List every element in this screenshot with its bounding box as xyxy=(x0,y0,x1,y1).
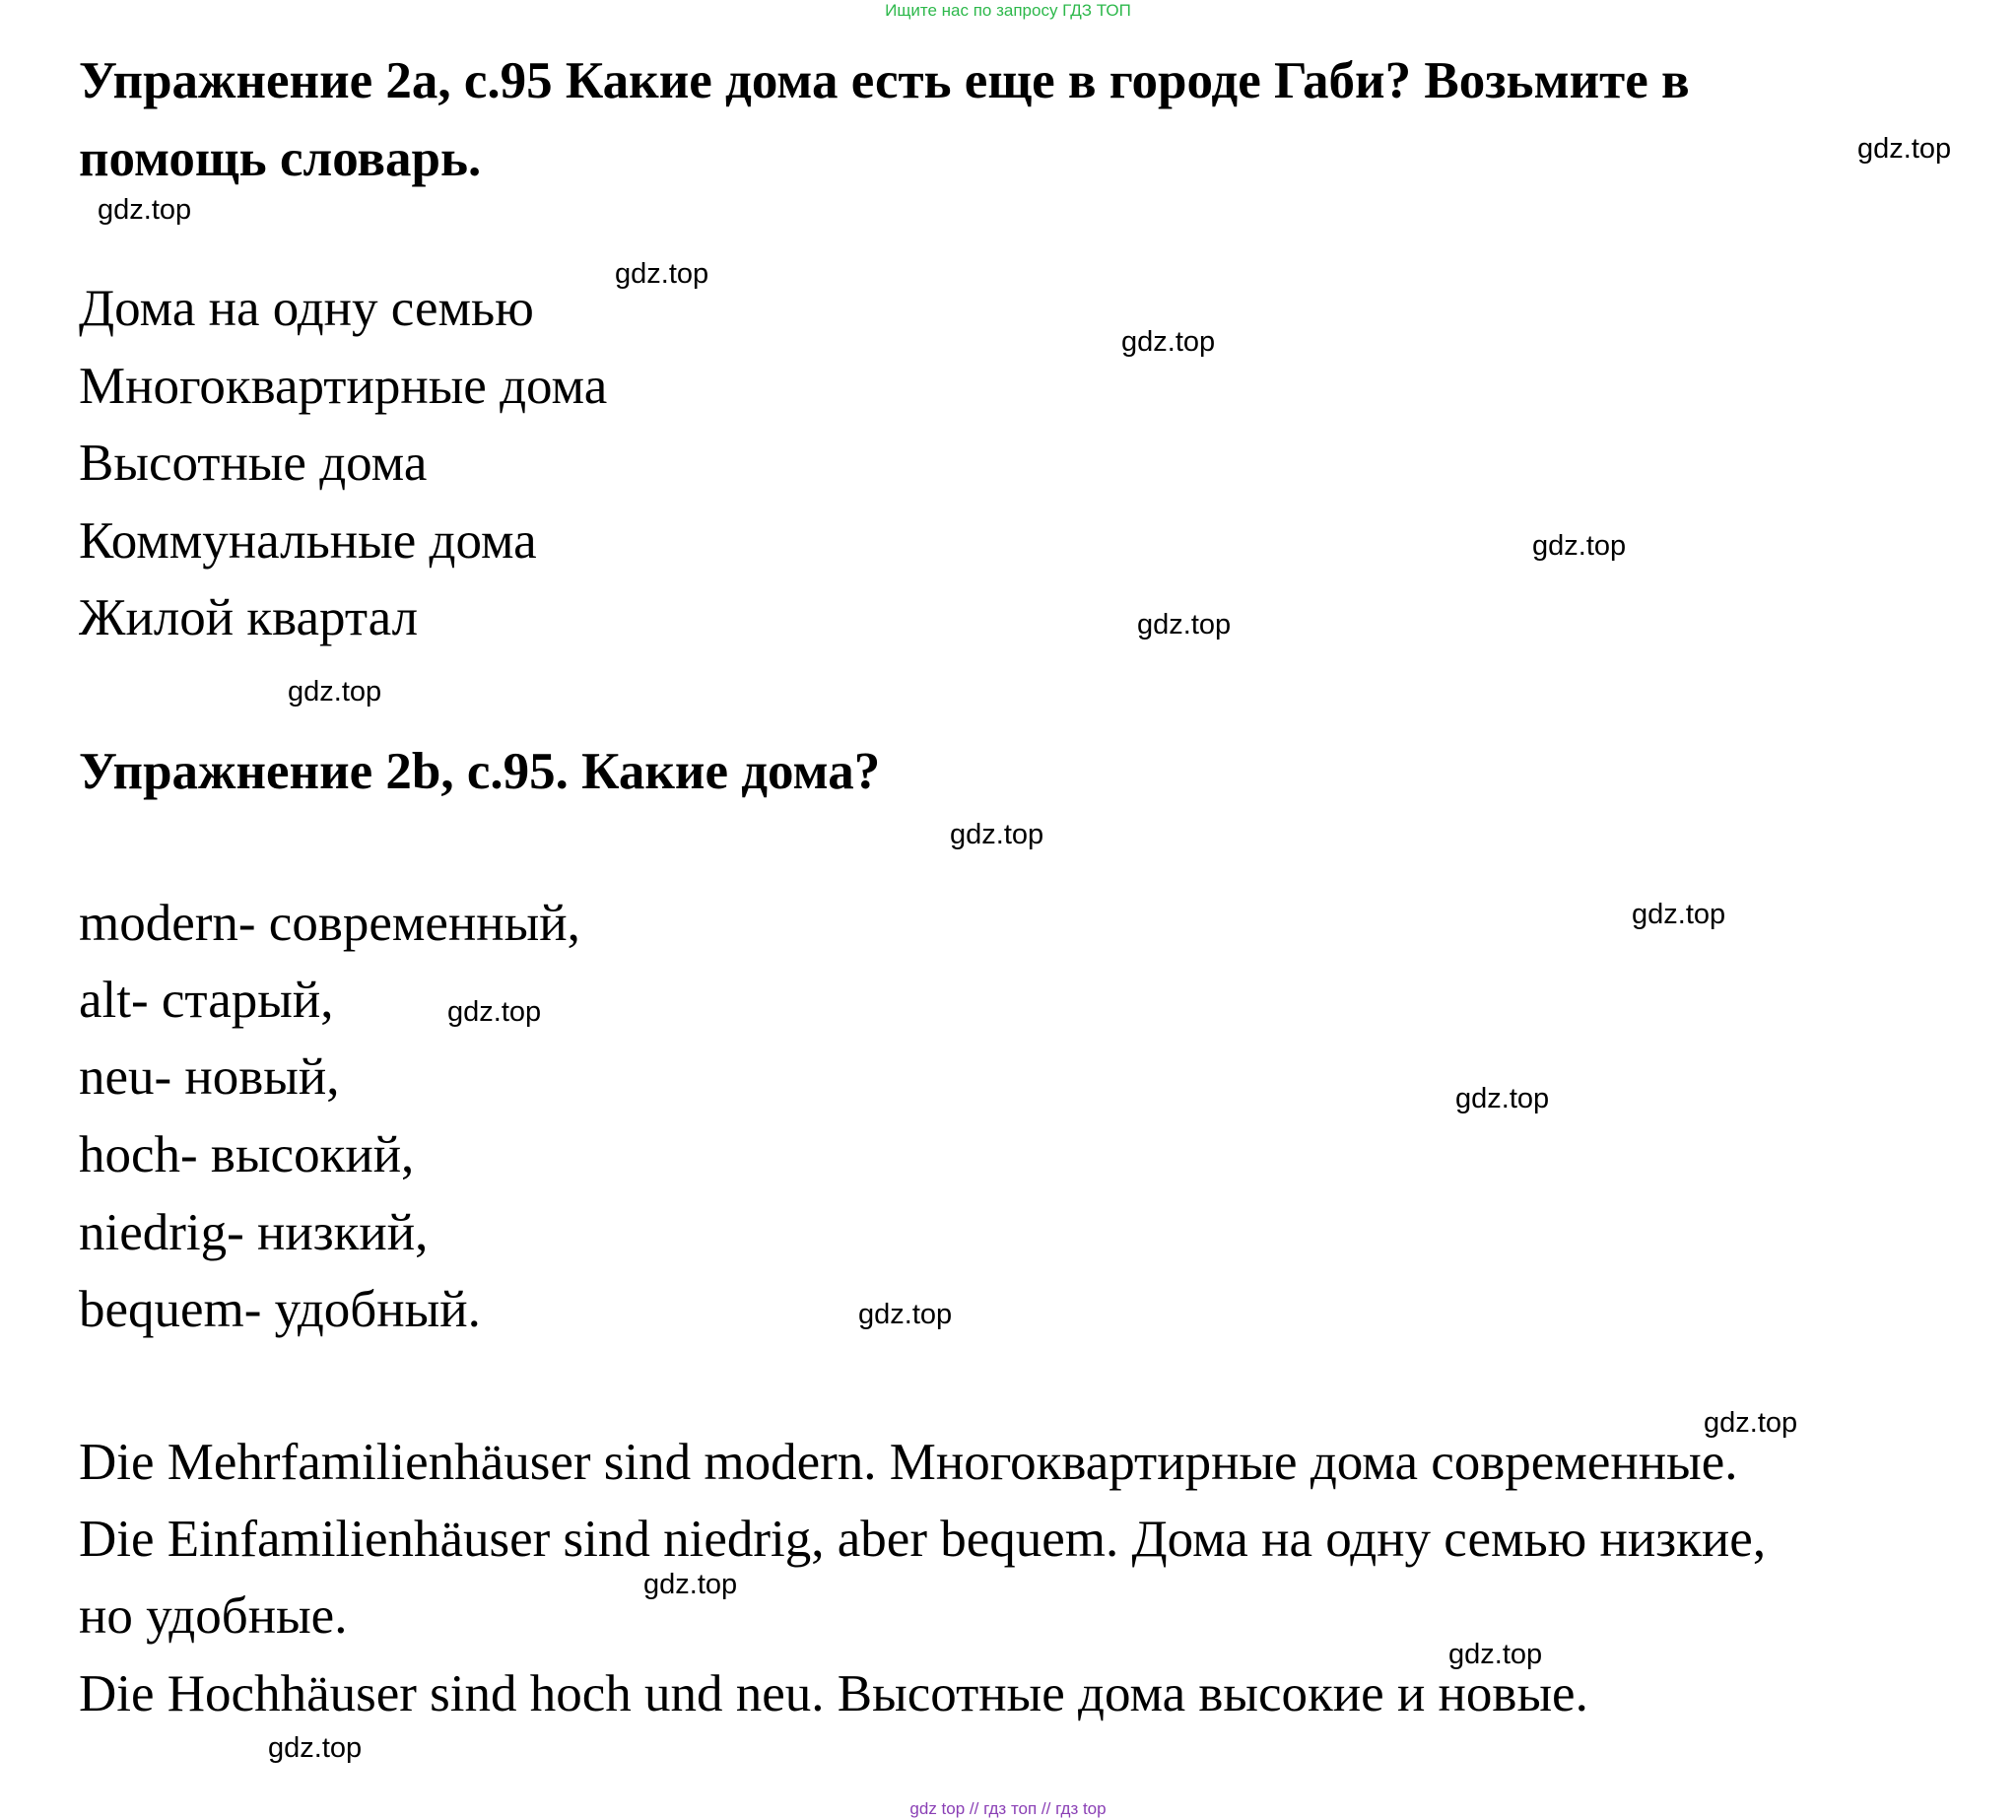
watermark: gdz.top xyxy=(1704,1407,1798,1439)
watermark: gdz.top xyxy=(1455,1083,1550,1114)
list-item: Многоквартирные дома xyxy=(79,358,608,415)
exercise-2a-heading-line2: помощь словарь. xyxy=(79,130,482,187)
watermark: gdz.top xyxy=(615,258,709,290)
exercise-2b-heading: Упражнение 2b, с.95. Какие дома? xyxy=(79,743,881,800)
vocab-item: alt- старый, xyxy=(79,972,334,1029)
vocab-item: modern- современный, xyxy=(79,895,580,952)
vocab-item: bequem- удобный. xyxy=(79,1281,481,1338)
list-item: Жилой квартал xyxy=(79,589,419,646)
watermark: gdz.top xyxy=(1632,899,1726,930)
watermark: gdz.top xyxy=(288,676,382,708)
watermark: gdz.top xyxy=(1121,326,1216,358)
watermark: gdz.top xyxy=(1857,133,1952,165)
list-item: Дома на одну семью xyxy=(79,280,534,337)
sentence-line: но удобные. xyxy=(79,1587,348,1645)
list-item: Высотные дома xyxy=(79,435,428,492)
vocab-item: niedrig- низкий, xyxy=(79,1204,429,1261)
top-banner: Ищите нас по запросу ГДЗ ТОП xyxy=(885,1,1131,20)
sentence-line: Die Einfamilienhäuser sind niedrig, aber bequem. Дома на одну семью низкие, xyxy=(79,1511,1767,1568)
watermark: gdz.top xyxy=(1532,530,1627,562)
watermark: gdz.top xyxy=(950,819,1044,850)
sentence-line: Die Hochhäuser sind hoch und neu. Высотные дома высокие и новые. xyxy=(79,1665,1588,1722)
exercise-2a-heading-line1: Упражнение 2a, с.95 Какие дома есть еще в городе Габи? Возьмите в xyxy=(79,52,1690,109)
watermark: gdz.top xyxy=(1448,1639,1543,1670)
bottom-banner: gdz top // гдз топ // гдз top xyxy=(909,1799,1107,1818)
sentence-line: Die Mehrfamilienhäuser sind modern. Многоквартирные дома современные. xyxy=(79,1434,1738,1491)
watermark: gdz.top xyxy=(858,1299,953,1330)
watermark: gdz.top xyxy=(447,996,542,1028)
watermark: gdz.top xyxy=(643,1569,738,1600)
watermark: gdz.top xyxy=(98,194,192,226)
vocab-item: neu- новый, xyxy=(79,1048,340,1106)
vocab-item: hoch- высокий, xyxy=(79,1126,415,1183)
watermark: gdz.top xyxy=(1137,609,1232,640)
watermark: gdz.top xyxy=(268,1732,363,1764)
list-item: Коммунальные дома xyxy=(79,512,537,570)
